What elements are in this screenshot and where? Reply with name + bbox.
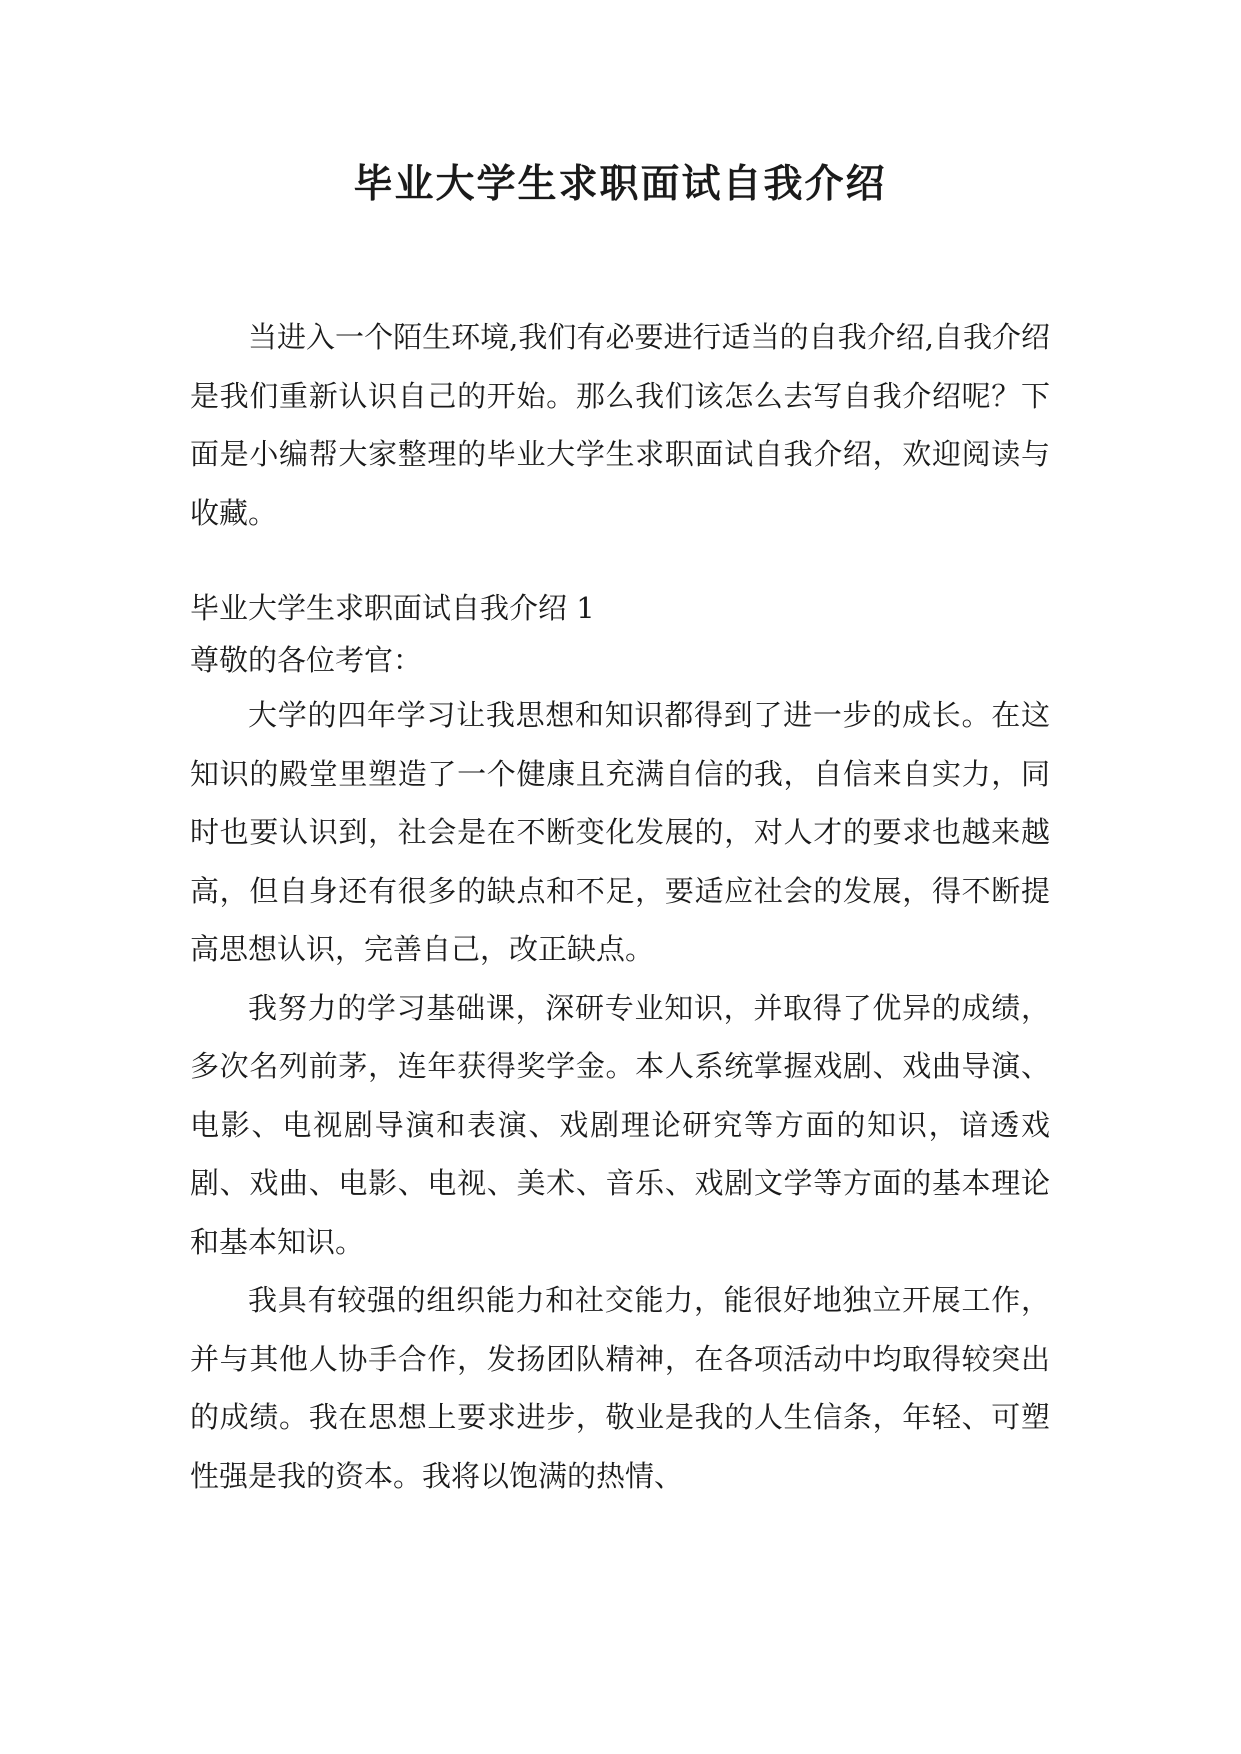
body-paragraph-3: 我具有较强的组织能力和社交能力，能很好地独立开展工作，并与其他人协手合作，发扬团队精神，在各项活动中均取得较突出的成绩。我在思想上要求进步，敬业是我的人生信条，年轻、可塑性强是我的资本。我将以饱满的热情、 (190, 1283, 1050, 1493)
document-title: 毕业大学生求职面试自我介绍 (353, 162, 887, 207)
document-page (190, 150, 1050, 1505)
salutation: 尊敬的各位考官： (190, 643, 423, 677)
body-paragraph-2: 我努力的学习基础课，深研专业知识，并取得了优异的成绩，多次名列前茅，连年获得奖学金。本人系统掌握戏剧、戏曲导演、电影、电视剧导演和表演、戏剧理论研究等方面的知识，谙透戏剧、戏曲、电影、电视、美术、音乐、戏剧文学等方面的基本理论和基本知识。 (190, 990, 1050, 1259)
section-heading: 毕业大学生求职面试自我介绍 1 (190, 591, 595, 625)
body-paragraph-1: 大学的四年学习让我思想和知识都得到了进一步的成长。在这知识的殿堂里塑造了一个健康且充满自信的我，自信来自实力，同时也要认识到，社会是在不断变化发展的，对人才的要求也越来越高，但自身还有很多的缺点和不足，要适应社会的发展，得不断提高思想认识，完善自己，改正缺点。 (190, 698, 1050, 966)
intro-paragraph: 当进入一个陌生环境,我们有必要进行适当的自我介绍,自我介绍是我们重新认识自己的开始。那么我们该怎么去写自我介绍呢？下面是小编帮大家整理的毕业大学生求职面试自我介绍，欢迎阅读与收藏。 (190, 320, 1050, 530)
